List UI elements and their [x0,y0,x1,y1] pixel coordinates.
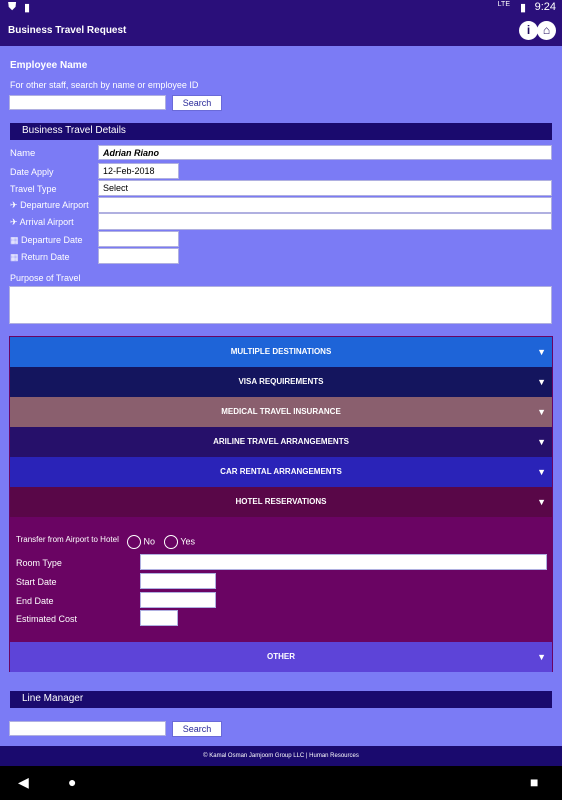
radio-yes-label: Yes [180,536,196,547]
plane-arrival-icon: ✈ [10,217,18,227]
arrival-airport-row [10,217,74,228]
departure-airport-row [10,200,89,211]
arrival-airport-label: Arrival Airport [19,217,74,227]
date-apply-label: Date Apply [10,167,54,177]
home-icon[interactable]: ⌂ [537,21,556,40]
line-manager-header: Line Manager [10,691,552,708]
accordion-car-rental-arrangements[interactable] [10,457,552,487]
date-apply-field: 12-Feb-2018 [98,163,179,179]
departure-date-row [10,235,83,246]
chevron-down-icon: ▼ [537,437,546,447]
transfer-option-no[interactable] [127,535,155,549]
chevron-down-icon: ▼ [537,652,546,662]
accordion-other[interactable] [10,642,552,672]
purpose-of-travel-textarea[interactable] [9,286,552,324]
chevron-down-icon: ▼ [537,347,546,357]
accordion-label: MEDICAL TRAVEL INSURANCE [221,407,341,416]
shield-icon: ⛊ [8,1,17,13]
end-date-input[interactable] [140,592,216,608]
estimated-cost-input[interactable] [140,610,178,626]
radio-no-label: No [143,536,156,547]
line-manager-search-button[interactable]: Search [172,721,222,737]
departure-airport-label: Departure Airport [20,200,89,210]
return-date-label: Return Date [21,252,70,262]
chevron-down-icon: ▼ [537,377,546,387]
app-title: Business Travel Request [8,25,127,36]
accordion-label: ARILINE TRAVEL ARRANGEMENTS [213,437,349,446]
return-date-row [10,252,70,263]
travel-type-select[interactable]: Select [98,180,552,196]
chevron-down-icon: ▼ [537,407,546,417]
travel-type-label: Travel Type [10,184,57,194]
back-icon[interactable]: ◀ [18,774,29,790]
sd-card-icon: ▮ [24,2,31,14]
lte-signal-icon: LTE [497,1,510,8]
accordion-ariline-travel-arrangements[interactable] [10,427,552,457]
arrival-airport-input[interactable] [98,213,552,230]
accordion-label: HOTEL RESERVATIONS [235,497,327,506]
start-date-label: Start Date [16,577,57,587]
room-type-input[interactable] [140,554,547,570]
accordion-other-label: OTHER [267,652,295,661]
name-field: Adrian Riano [98,145,552,160]
radio-no[interactable] [127,535,141,549]
estimated-cost-label: Estimated Cost [16,614,78,624]
app-bar [0,15,562,46]
navigation-bar [0,766,562,800]
home-nav-icon[interactable]: ● [68,774,77,790]
room-type-label: Room Type [16,558,62,568]
accordion-multiple-destinations[interactable] [10,337,552,367]
accordion-visa-requirements[interactable] [10,367,552,397]
accordion-hotel-reservations[interactable] [10,487,552,517]
clock: 9:24 [534,1,556,13]
end-date-label: End Date [16,596,54,606]
departure-airport-input[interactable] [98,197,552,213]
footer: © Kamal Osman Jamjoom Group LLC | Human Resources [0,746,562,766]
accordion-label: CAR RENTAL ARRANGEMENTS [220,467,342,476]
employee-name-heading: Employee Name [10,60,88,71]
radio-yes[interactable] [164,535,178,549]
transfer-option-yes[interactable] [164,535,195,549]
employee-search-input[interactable] [9,95,166,110]
business-travel-details-header: Business Travel Details [10,123,552,140]
status-bar [0,0,562,15]
chevron-down-icon: ▼ [537,467,546,477]
calendar-icon: ▦ [10,235,19,245]
departure-date-label: Departure Date [21,235,83,245]
departure-date-input[interactable] [98,231,179,247]
accordion-label: VISA REQUIREMENTS [238,377,324,386]
employee-search-button[interactable]: Search [172,95,222,111]
line-manager-search-input[interactable] [9,721,166,736]
return-date-input[interactable] [98,248,179,264]
transfer-label: Transfer from Airport to Hotel [16,535,119,544]
accordion-medical-travel-insurance[interactable] [10,397,552,427]
purpose-of-travel-label: Purpose of Travel [10,273,81,283]
accordion-label: MULTIPLE DESTINATIONS [230,347,332,356]
start-date-input[interactable] [140,573,216,589]
chevron-down-icon: ▼ [537,497,546,507]
recents-icon[interactable]: ■ [530,774,539,790]
name-label: Name [10,148,36,159]
battery-icon: ▮ [519,2,526,14]
plane-departure-icon: ✈ [10,200,18,210]
calendar-icon: ▦ [10,252,19,262]
employee-search-hint: For other staff, search by name or employee ID [10,80,199,90]
info-icon[interactable]: i [519,21,538,40]
